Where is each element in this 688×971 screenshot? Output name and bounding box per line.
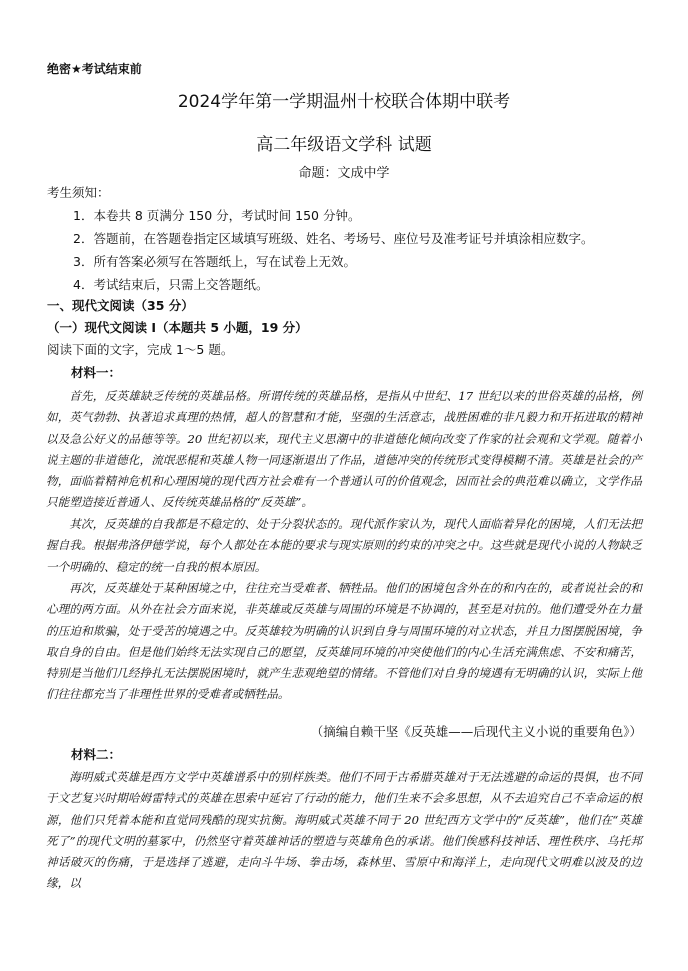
exam-subtitle: 高二年级语文学科 试题 [256, 135, 432, 155]
notice-item: 3．所有答案必须写在答题纸上，写在试卷上无效。 [73, 254, 356, 269]
confidential-mark: 绝密★考试结束前 [47, 62, 142, 76]
notice-item: 2．答题前，在答题卷指定区域填写班级、姓名、考场号、座位号及准考证号并填涂相应数字。 [73, 231, 594, 246]
material-one-paragraph: 再次，反英雄处于某种困境之中，往往充当受难者、牺牲品。他们的困境包含外在的和内在的，或者说社会的和心理的两方面。从外在社会方面来说，非英雄或反英雄与周围的环境是不协调的，甚至是对抗的。他们遭受外在力量的压迫和欺骗，处于受苦的境遇之中。反英雄较为明确的认识到自身与周围环境的对立状态，并且力图摆脱困境，争取自身的自由。但是他们始终无法实现自己的愿望，反英雄同环境的冲突使他们的内心生活充满焦虑、不安和痛苦，特别是当他们几经挣扎无法摆脱困境时，就产生悲观绝望的情绪。不管他们对自身的境遇有无明确的认识，实际上他们往往都充当了非理性世界的受难者或牺牲品。 [46, 581, 642, 702]
exam-author: 命题：文成中学 [298, 166, 390, 181]
subsection-heading: （一）现代文阅读 I（本题共 5 小题，19 分） [47, 320, 308, 335]
material-one-label: 材料一： [71, 365, 122, 380]
exam-title: 2024学年第一学期温州十校联合体期中联考 [177, 92, 511, 112]
material-one-paragraph: 首先，反英雄缺乏传统的英雄品格。所谓传统的英雄品格，是指从中世纪、17 世纪以来的世俗英雄的品格，例如，英气勃勃、执著追求真理的热情，超人的智慧和才能，坚强的生活意志，战胜困难的非凡毅力和开拓进取的精神以及急公好义的品德等等。20 世纪初以来，现代主义思潮中的非道德化倾向改变了作家的社会观和文学观。随着小说主题的非道德化，流氓恶棍和英雄人物一同逐渐退出了作品，道德冲突的传统形式变得模糊不清。英雄是社会的产物，面临着精神危机和心理困境的现代西方社会难有一个普通认可的价值观念，因而社会的典范难以确立，文学作品只能塑造接近普通人、反传统英雄品格的“反英雄”。 [46, 389, 642, 510]
material-two-paragraph: 海明威式英雄是西方文学中英雄谱系中的别样族类。他们不同于古希腊英雄对于无法逃避的命运的畏惧，也不同于文艺复兴时期哈姆雷特式的英雄在思索中延宕了行动的能力，他们生来不会多思想，从不去追究自己不幸命运的根源，他们只凭着本能和直觉同残酷的现实抗衡。海明威式英雄不同于 20 世纪西方文学中的“反英雄”，他们在“英雄死了”的现代文明的墓冢中，仍然坚守着英雄神话的塑造与英雄角色的承诺。他们俟感科技神话、理性秩序、乌托邦神话破灭的伤痛，于是选择了逃避，走向斗牛场、拳击场，森林里、雪原中和海洋上，走向现代文明难以波及的边缘，以 [46, 770, 642, 891]
notice-item: 1．本卷共 8 页满分 150 分，考试时间 150 分钟。 [73, 208, 361, 223]
material-one-source: （摘编自赖干坚《反英雄——后现代主义小说的重要角色》） [310, 724, 642, 739]
notice-heading: 考生须知： [47, 185, 110, 200]
material-two-label: 材料二： [71, 747, 122, 762]
section-heading: 一、现代文阅读（35 分） [47, 298, 194, 313]
notice-item: 4．考试结束后，只需上交答题纸。 [73, 277, 269, 292]
reading-instruction: 阅读下面的文字，完成 1～5 题。 [47, 342, 234, 357]
material-one-paragraph: 其次，反英雄的自我都是不稳定的、处于分裂状态的。现代派作家认为，现代人面临着异化的困境，人们无法把握自我。根据弗洛伊德学说，每个人都处在本能的要求与现实原则的约束的冲突之中。这些就是现代小说的人物缺乏一个明确的、稳定的统一自我的根本原因。 [46, 517, 642, 574]
